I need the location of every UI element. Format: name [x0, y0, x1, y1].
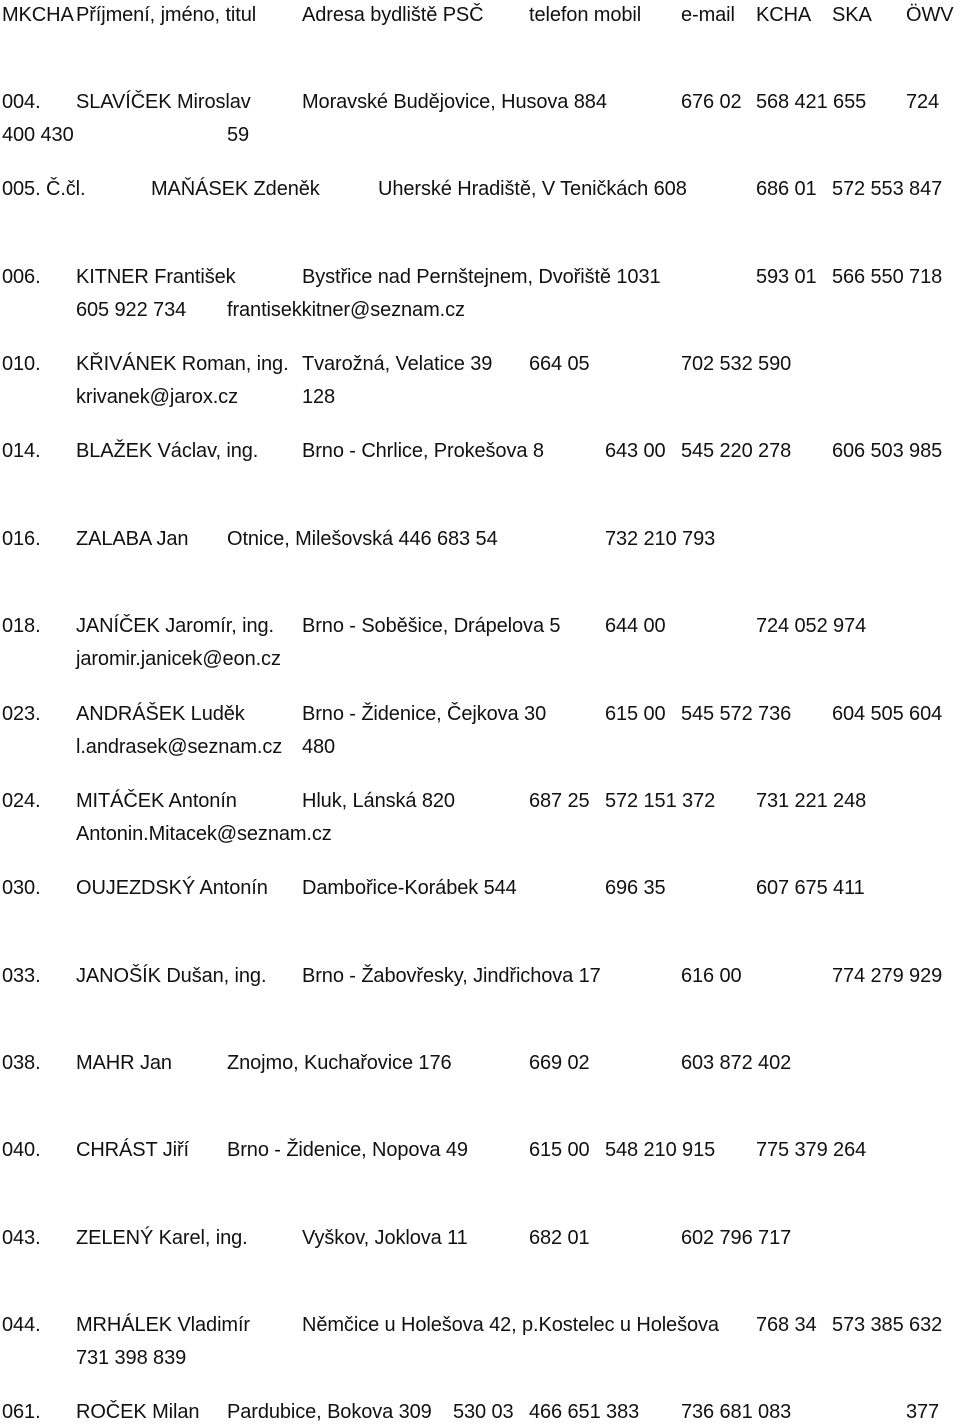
member-address: Brno - Chrlice, Prokešova 8 [302, 440, 544, 462]
member-postcode: 616 00 [681, 965, 742, 987]
member-name: CHRÁST Jiří [76, 1139, 189, 1161]
member-phone-part: 724 [906, 91, 940, 113]
member-postcode: 644 00 [605, 615, 666, 637]
member-number: 040. [2, 1139, 41, 1161]
member-phone: 603 872 402 [681, 1052, 792, 1074]
header-kcha: KCHA [756, 4, 812, 26]
member-mobile: 731 221 248 [756, 790, 867, 812]
member-phone: 732 210 793 [605, 528, 716, 550]
member-number: 010. [2, 353, 41, 375]
member-postcode: 768 34 [756, 1314, 817, 1336]
member-phone: 572 553 847 [832, 178, 943, 200]
member-phone: 548 210 915 [605, 1139, 716, 1161]
header-name: Příjmení, jméno, titul [76, 4, 257, 26]
member-postcode: 682 01 [529, 1227, 590, 1249]
member-name: SLAVÍČEK Miroslav [76, 91, 251, 113]
member-number: 016. [2, 528, 41, 550]
member-phone: 602 796 717 [681, 1227, 792, 1249]
member-postcode: 615 00 [605, 703, 666, 725]
member-phone: 466 651 383 [529, 1401, 640, 1423]
member-phone: 724 052 974 [756, 615, 867, 637]
member-address: Brno - Soběšice, Drápelova 5 [302, 615, 561, 637]
member-phone: 572 151 372 [605, 790, 716, 812]
header-address: Adresa bydliště PSČ [302, 4, 484, 26]
member-number: 033. [2, 965, 41, 987]
member-phone: 702 532 590 [681, 353, 792, 375]
member-phone: 545 220 278 [681, 440, 792, 462]
member-name: KITNER František [76, 266, 236, 288]
member-address: Němčice u Holešova 42, p.Kostelec u Holešova [302, 1314, 719, 1336]
member-email: frantisekkitner@seznam.cz [227, 299, 465, 321]
member-address: Uherské Hradiště, V Teničkách 608 [378, 178, 687, 200]
member-number: 044. [2, 1314, 41, 1336]
member-postcode: 615 00 [529, 1139, 590, 1161]
member-number: 043. [2, 1227, 41, 1249]
member-name: KŘIVÁNEK Roman, ing. [76, 353, 289, 375]
member-email: krivanek@jarox.cz [76, 386, 238, 408]
member-address: Otnice, Milešovská 446 683 54 [227, 528, 498, 550]
member-postcode: 676 02 [681, 91, 742, 113]
member-address: Tvarožná, Velatice 39 [302, 353, 493, 375]
member-mobile: 604 505 604 [832, 703, 943, 725]
member-name: ZALABA Jan [76, 528, 189, 550]
member-number: 023. [2, 703, 41, 725]
member-email: Antonin.Mitacek@seznam.cz [76, 823, 332, 845]
member-address: Brno - Žabovřesky, Jindřichova 17 [302, 965, 601, 987]
member-address: Znojmo, Kuchařovice 176 [227, 1052, 452, 1074]
member-mobile: 606 503 985 [832, 440, 943, 462]
member-email: l.andrasek@seznam.cz [76, 736, 283, 758]
member-mobile: 731 398 839 [76, 1347, 187, 1369]
member-postcode: 669 02 [529, 1052, 590, 1074]
member-mobile: 605 922 734 [76, 299, 187, 321]
member-postcode: 593 01 [756, 266, 817, 288]
member-number: 004. [2, 91, 41, 113]
member-name: OUJEZDSKÝ Antonín [76, 877, 268, 899]
member-postcode: 664 05 [529, 353, 590, 375]
member-address: Moravské Budějovice, Husova 884 [302, 91, 607, 113]
member-name: ANDRÁŠEK Luděk [76, 703, 245, 725]
member-extra: 377 [906, 1401, 940, 1423]
member-phone: 607 675 411 [756, 877, 865, 899]
member-name: MRHÁLEK Vladimír [76, 1314, 250, 1336]
member-address: Dambořice-Korábek 544 [302, 877, 517, 899]
member-address: Brno - Židenice, Čejkova 30 [302, 703, 547, 725]
member-number: 005. Č.čl. [2, 178, 86, 200]
member-name: MAŇÁSEK Zdeněk [151, 178, 320, 200]
member-address: Bystřice nad Pernštejnem, Dvořiště 1031 [302, 266, 661, 288]
member-phone: 774 279 929 [832, 965, 943, 987]
member-phone: 566 550 718 [832, 266, 943, 288]
member-number: 014. [2, 440, 41, 462]
member-number: 038. [2, 1052, 41, 1074]
member-postcode: 530 03 [453, 1401, 514, 1423]
member-address: Vyškov, Joklova 11 [302, 1227, 468, 1249]
member-postcode: 696 35 [605, 877, 666, 899]
member-name: JANÍČEK Jaromír, ing. [76, 615, 274, 637]
member-mobile: 775 379 264 [756, 1139, 867, 1161]
member-extra: 480 [302, 736, 336, 758]
member-name: ROČEK Milan [76, 1401, 200, 1423]
member-postcode: 686 01 [756, 178, 817, 200]
header-ska: SKA [832, 4, 872, 26]
member-name: ZELENÝ Karel, ing. [76, 1227, 248, 1249]
member-number: 024. [2, 790, 41, 812]
member-postcode: 687 25 [529, 790, 590, 812]
member-postcode: 643 00 [605, 440, 666, 462]
member-phone: 545 572 736 [681, 703, 792, 725]
header-email: e-mail [681, 4, 735, 26]
header-owv: ÖWV [906, 4, 954, 26]
member-number: 006. [2, 266, 41, 288]
member-phone: 573 385 632 [832, 1314, 943, 1336]
member-phone-part: 400 430 [2, 124, 74, 146]
member-mobile: 736 681 083 [681, 1401, 792, 1423]
member-extra: 59 [227, 124, 250, 146]
header-mkcha: MKCHA [2, 4, 74, 26]
member-address: Brno - Židenice, Nopova 49 [227, 1139, 468, 1161]
member-name: MAHR Jan [76, 1052, 172, 1074]
member-number: 018. [2, 615, 41, 637]
member-address: Hluk, Lánská 820 [302, 790, 455, 812]
member-number: 061. [2, 1401, 41, 1423]
member-address: Pardubice, Bokova 309 [227, 1401, 432, 1423]
member-number: 030. [2, 877, 41, 899]
member-extra: 128 [302, 386, 336, 408]
member-name: JANOŠÍK Dušan, ing. [76, 965, 267, 987]
member-name: MITÁČEK Antonín [76, 790, 237, 812]
member-phone: 568 421 655 [756, 91, 867, 113]
member-name: BLAŽEK Václav, ing. [76, 440, 259, 462]
member-email: jaromir.janicek@eon.cz [76, 648, 281, 670]
header-phone: telefon mobil [529, 4, 642, 26]
